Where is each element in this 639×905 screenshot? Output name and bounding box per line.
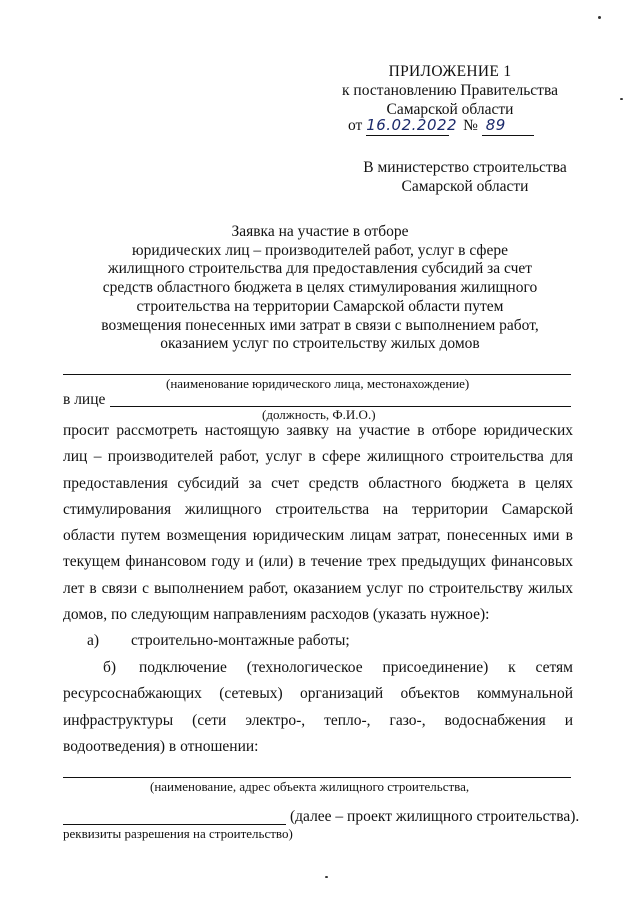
list-marker: б) [103,659,117,676]
appendix-line-1: к постановлению Правительства [342,82,558,99]
list-item-a [63,628,573,654]
request-title-line: юридических лиц – производителей работ, услуг в сфере [132,241,508,259]
scan-speck [325,876,328,878]
list-marker: а) [87,632,100,649]
list-item-b [63,655,573,760]
request-title-line: оказанием услуг по строительству жилых домов [160,335,480,353]
appendix-title: ПРИЛОЖЕНИЕ 1 [388,63,512,80]
handwritten-number: 89 [485,116,506,134]
handwritten-date: 16.02.2022 [366,116,458,134]
list-item-text: строительно-монтажные работы; [131,632,350,649]
request-title-line: строительства на территории Самарской области путем [136,297,504,315]
scan-speck [620,98,623,100]
appendix-line-2: Самарской области [386,101,514,118]
permit-caption: реквизиты разрешения на строительство) [63,826,293,841]
request-title-line: жилищного строительства для предоставления субсидий за счет [107,260,533,278]
object-caption: (наименование, адрес объекта жилищного строительства, [150,779,470,794]
request-title-line: возмещения понесенных ими затрат в связи с выполнением работ, [101,316,539,334]
scan-speck [598,16,601,19]
resolution-date-line [348,116,534,136]
request-title-line: средств областного бюджета в целях стимулирования жилищного [102,279,538,297]
date-prefix: от [348,117,363,134]
addressee-block [360,158,570,196]
appendix-header [330,62,570,119]
addressee-line-1: В министерство строительства [363,159,567,176]
list-item-text: подключение (технологическое присоединение) к сетям ресурсоснабжающих (сетевых) организаций объектов коммунальной инфраструктуры (сети электро-, тепло-, газо-, водоснабжения и водоотведения) в отношении: [63,659,573,755]
request-title-line: Заявка на участие в отборе [231,223,409,240]
permit-field[interactable] [63,824,286,825]
entity-name-field[interactable] [63,374,571,375]
request-title [85,223,555,354]
entity-name-caption: (наименование юридического лица, местонахождение) [166,376,470,391]
object-field[interactable] [63,777,571,778]
person-caption: (должность, Ф.И.О.) [262,407,376,422]
request-body [63,418,573,628]
project-suffix: (далее – проект жилищного строительства). [290,808,580,825]
person-label: в лице [63,391,106,408]
request-paragraph: просит рассмотреть настоящую заявку на участие в отборе юридических лиц – производителей работ, услуг в сфере жилищного строительства для предоставления субсидий за счет средств областного бюджета в целях стимулирования жилищного строительства на территории Самарской области путем возмещения юридическим лицам затрат, понесенных ими в текущем финансовом году и (или) в течение трех предыдущих финансовых лет в связи с выполнением работ, оказанием услуг по строительству жилых домов, по следующим направлениям расходов (указать нужное): [63,422,573,624]
number-prefix: № [463,117,478,134]
addressee-line-2: Самарской области [401,178,529,195]
